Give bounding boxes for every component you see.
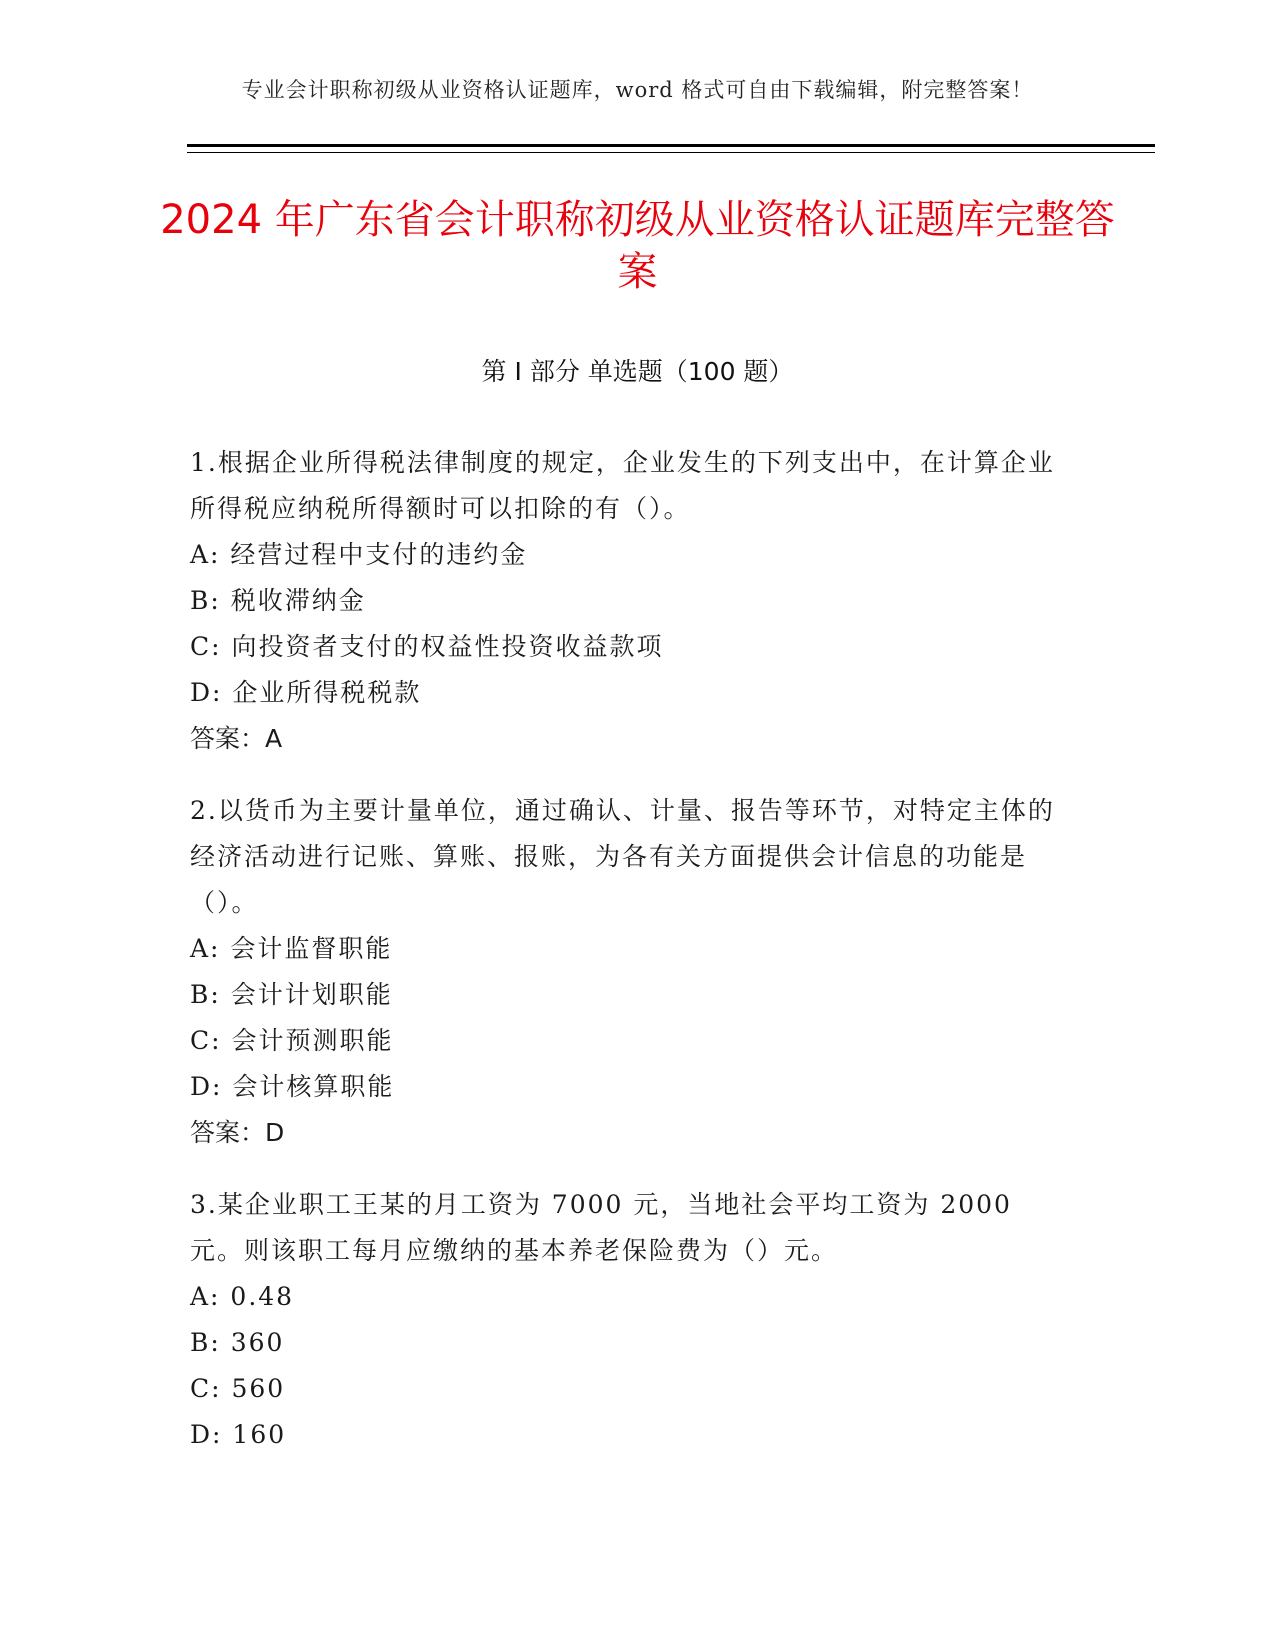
option-b: B: 会计计划职能	[190, 980, 393, 1009]
question-stem: 1.根据企业所得税法律制度的规定，企业发生的下列支出中，在计算企业所得税应纳税所得额时可以扣除的有（）。	[190, 448, 1055, 523]
section-title: 第 I 部分 单选题（100 题）	[481, 357, 794, 386]
option-c: C: 560	[190, 1374, 286, 1403]
option-b: B: 税收滞纳金	[190, 586, 366, 615]
option-b: B: 360	[190, 1328, 285, 1357]
answer: 答案：A	[190, 724, 283, 753]
option-d: D: 会计核算职能	[190, 1072, 395, 1101]
option-d: D: 企业所得税税款	[190, 678, 422, 707]
option-d: D: 160	[190, 1420, 287, 1449]
option-a: A: 0.48	[190, 1282, 295, 1311]
question-1	[190, 440, 1070, 762]
question-stem: 3.某企业职工王某的月工资为 7000 元，当地社会平均工资为 2000 元。则该职工每月应缴纳的基本养老保险费为（）元。	[190, 1190, 1012, 1265]
option-c: C: 会计预测职能	[190, 1026, 394, 1055]
document-title: 2024 年广东省会计职称初级从业资格认证题库完整答案	[160, 197, 1115, 295]
header-rule-thin	[187, 152, 1155, 153]
option-a: A: 经营过程中支付的违约金	[190, 540, 528, 569]
question-list	[190, 440, 1070, 1484]
answer: 答案：D	[190, 1118, 285, 1147]
header-note: 专业会计职称初级从业资格认证题库，word 格式可自由下载编辑，附完整答案！	[241, 78, 1034, 102]
option-c: C: 向投资者支付的权益性投资收益款项	[190, 632, 664, 661]
question-3	[190, 1182, 1070, 1458]
question-stem: 2.以货币为主要计量单位，通过确认、计量、报告等环节，对特定主体的经济活动进行记账、算账、报账，为各有关方面提供会计信息的功能是（）。	[190, 796, 1055, 917]
question-2	[190, 788, 1070, 1156]
option-a: A: 会计监督职能	[190, 934, 393, 963]
header-rule-thick	[187, 144, 1155, 147]
